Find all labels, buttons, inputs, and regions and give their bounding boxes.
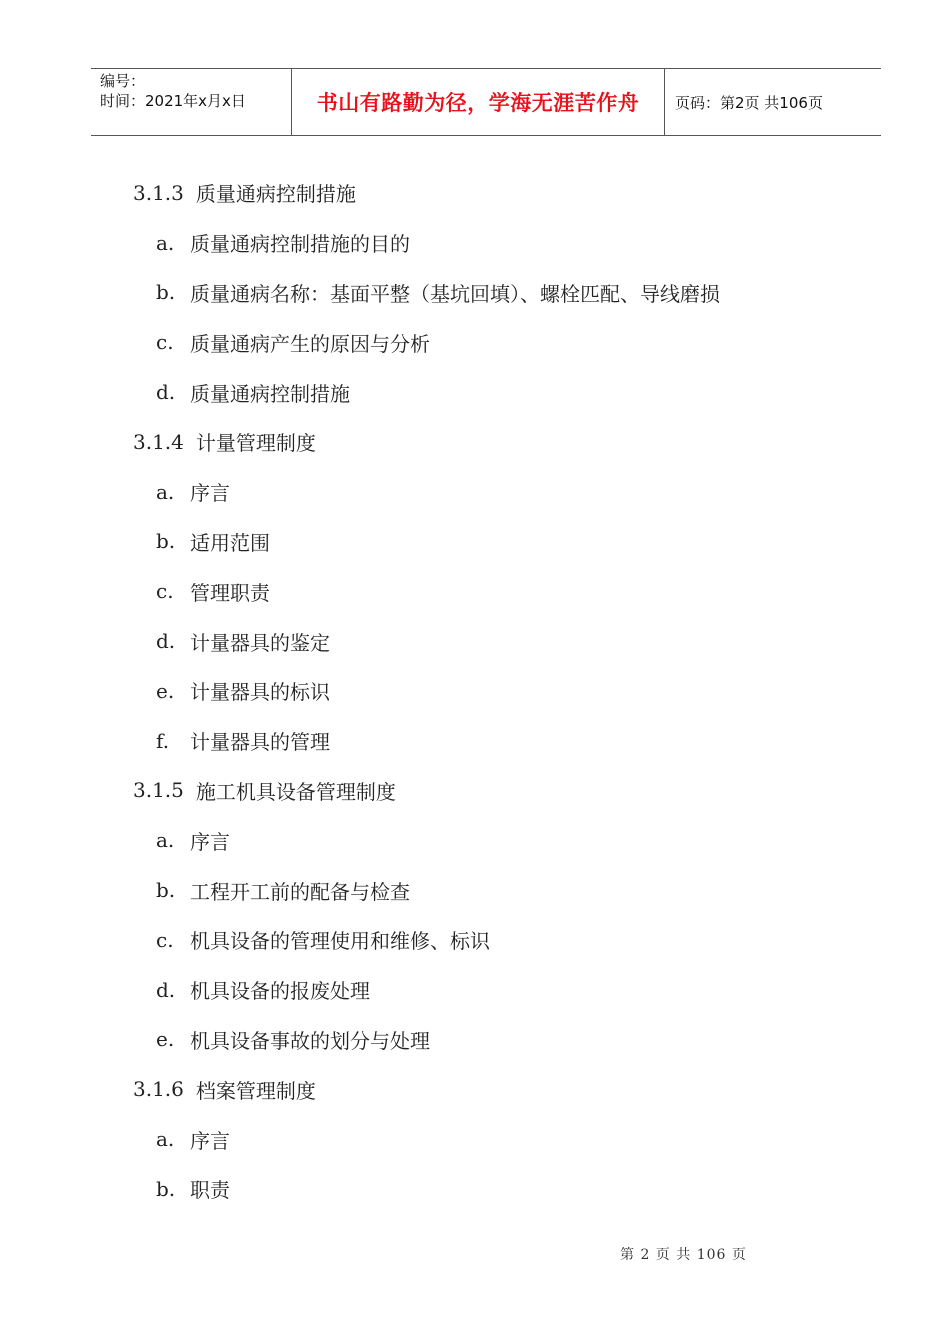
section-number: 3.1.4: [133, 429, 184, 454]
document-time-label: 时间：2021年x月x日: [100, 92, 246, 110]
list-item: [0, 915, 950, 965]
page-footer: 第 2 页 共 106 页: [620, 1247, 747, 1263]
item-text: 机具设备事故的划分与处理: [190, 1028, 430, 1053]
item-text: 机具设备的报废处理: [190, 979, 370, 1004]
item-text: 机具设备的管理使用和维修、标识: [190, 929, 490, 954]
header-motto: 书山有路勤为径，学海无涯苦作舟: [292, 69, 665, 135]
item-text: 职责: [190, 1178, 230, 1203]
item-text: 序言: [190, 829, 230, 854]
item-marker: b.: [156, 280, 176, 305]
item-text: 工程开工前的配备与检查: [190, 879, 410, 904]
list-item: [0, 268, 950, 318]
item-text: 序言: [190, 1128, 230, 1153]
list-item: [0, 566, 950, 616]
list-item: [0, 218, 950, 268]
item-marker: d.: [156, 977, 176, 1002]
item-marker: f.: [156, 728, 170, 753]
section-title: 档案管理制度: [195, 1078, 316, 1103]
header-meta: [91, 69, 292, 135]
item-text: 计量器具的标识: [190, 680, 330, 705]
section-heading: [0, 1064, 950, 1114]
section-number: 3.1.6: [133, 1077, 184, 1102]
item-text: 适用范围: [190, 530, 270, 555]
item-marker: c.: [156, 330, 174, 355]
item-text: 序言: [190, 481, 230, 506]
header-page-label: 页码：第2页 共106页: [675, 93, 823, 112]
section-heading: [0, 168, 950, 218]
document-number-label: 编号：: [100, 72, 146, 90]
list-item: [0, 467, 950, 517]
section-heading: [0, 766, 950, 816]
list-item: [0, 1015, 950, 1065]
list-item: [0, 666, 950, 716]
item-text: 质量通病控制措施: [190, 381, 350, 406]
item-text: 计量器具的鉴定: [190, 630, 330, 655]
item-text: 质量通病名称：基面平整（基坑回填）、螺栓匹配、导线磨损: [190, 281, 720, 306]
item-marker: e.: [156, 678, 175, 703]
section-number: 3.1.3: [133, 180, 184, 205]
item-text: 计量器具的管理: [190, 730, 330, 755]
section-title: 施工机具设备管理制度: [195, 779, 396, 804]
item-text: 管理职责: [190, 580, 270, 605]
item-marker: d.: [156, 380, 176, 405]
item-marker: b.: [156, 1176, 176, 1201]
item-marker: c.: [156, 927, 174, 952]
list-item: [0, 716, 950, 766]
document-body: [0, 168, 950, 1214]
list-item: [0, 317, 950, 367]
list-item: [0, 367, 950, 417]
list-item: [0, 965, 950, 1015]
section-number: 3.1.5: [133, 778, 184, 803]
section-heading: [0, 417, 950, 467]
item-marker: a.: [156, 828, 175, 853]
section-title: 质量通病控制措施: [195, 182, 356, 207]
item-text: 质量通病产生的原因与分析: [190, 331, 430, 356]
list-item: [0, 865, 950, 915]
item-marker: b.: [156, 878, 176, 903]
item-text: 质量通病控制措施的目的: [190, 232, 410, 257]
list-item: [0, 1114, 950, 1164]
item-marker: a.: [156, 479, 175, 504]
item-marker: c.: [156, 579, 174, 604]
page-header: [91, 68, 881, 136]
item-marker: b.: [156, 529, 176, 554]
list-item: [0, 616, 950, 666]
section-title: 计量管理制度: [195, 431, 316, 456]
list-item: [0, 815, 950, 865]
item-marker: a.: [156, 230, 175, 255]
item-marker: e.: [156, 1027, 175, 1052]
list-item: [0, 1164, 950, 1214]
item-marker: a.: [156, 1127, 175, 1152]
list-item: [0, 517, 950, 567]
item-marker: d.: [156, 629, 176, 654]
